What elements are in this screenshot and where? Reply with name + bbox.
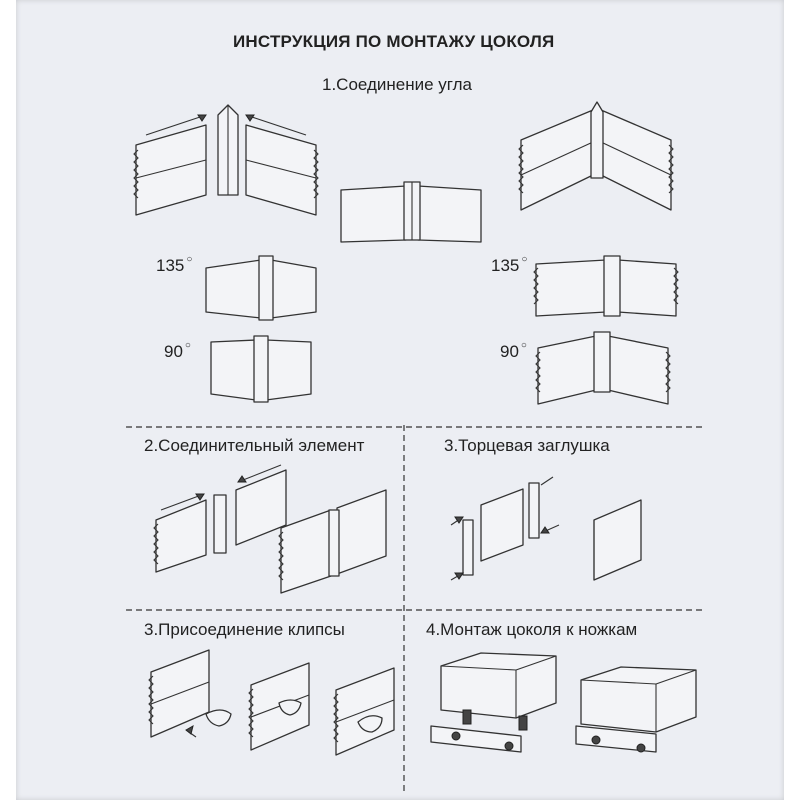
- section-corner-joint-title: 1.Соединение угла: [322, 75, 473, 94]
- connector-exploded-illustration: [146, 460, 291, 575]
- clip-attached-illustration: [326, 660, 406, 765]
- angle-label-135-right: 135 ○: [491, 254, 528, 275]
- page-title: ИНСТРУКЦИЯ ПО МОНТАЖУ ЦОКОЛЯ: [233, 32, 555, 51]
- corner-135-rear-illustration: [526, 252, 686, 327]
- section-divider-horizontal-top: [126, 425, 706, 429]
- instruction-sheet: [16, 0, 784, 800]
- section-connector-title: 2.Соединительный элемент: [144, 436, 365, 455]
- corner-135-front-illustration: [191, 252, 331, 327]
- corner-90-rear-illustration: [528, 330, 678, 410]
- section-divider-horizontal-middle: [126, 608, 706, 612]
- end-cap-exploded-illustration: [441, 475, 571, 590]
- corner-joint-exploded-illustration: [126, 100, 326, 220]
- clip-inserting-illustration: [241, 655, 331, 760]
- connector-assembled-illustration: [271, 488, 396, 598]
- corner-90-front-illustration: [201, 332, 321, 412]
- angle-label-135-left: 135 ○: [156, 254, 193, 275]
- angle-label-90-left: 90 ○: [164, 340, 191, 361]
- leg-mount-exploded-illustration: [421, 648, 571, 758]
- corner-joint-assembled-illustration: [511, 100, 691, 215]
- clip-exploded-illustration: [141, 642, 246, 762]
- angle-label-90-right: 90 ○: [500, 340, 527, 361]
- leg-mount-assembled-illustration: [561, 662, 701, 772]
- corner-joint-front-illustration: [336, 180, 486, 245]
- section-clip-attach-title: 3.Присоединение клипсы: [144, 620, 345, 639]
- end-cap-assembled-illustration: [586, 495, 656, 585]
- section-end-cap-title: 3.Торцевая заглушка: [444, 436, 610, 455]
- section-leg-mount-title: 4.Монтаж цоколя к ножкам: [426, 620, 638, 639]
